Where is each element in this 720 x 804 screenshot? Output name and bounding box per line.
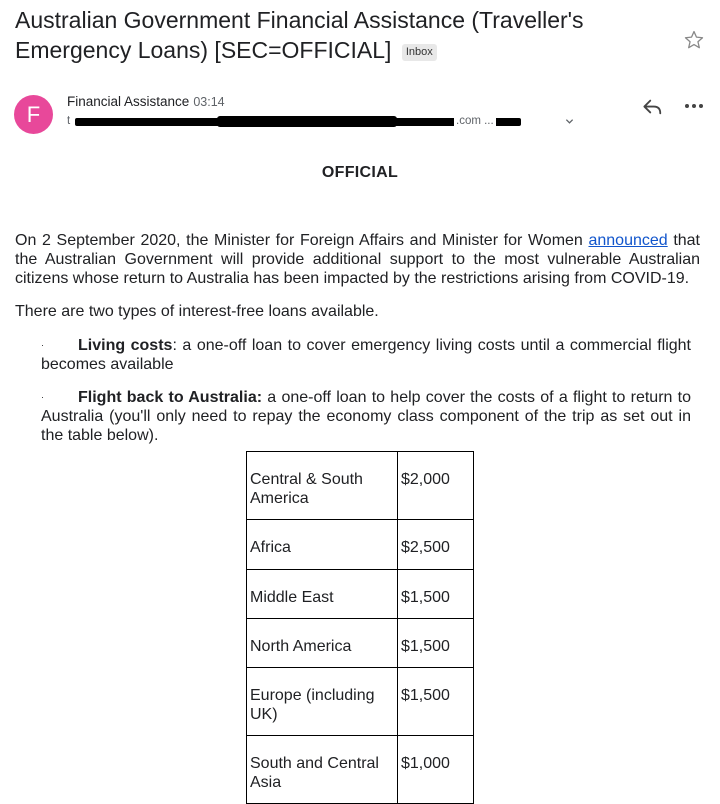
bullet-living-costs-text: : a one-off loan to cover emergency living costs until a commercial flight becomes available (41, 337, 692, 373)
recipients-line[interactable] (67, 115, 507, 131)
chevron-down-icon[interactable] (565, 117, 574, 126)
email-subject (15, 5, 655, 65)
table-row (247, 736, 474, 804)
recipients-prefix: t (67, 115, 71, 127)
para1-text-a: On 2 September 2020, the Minister for Foreign Affairs and Minister for Women (15, 232, 589, 249)
star-icon[interactable] (683, 29, 705, 51)
bullet-flight-back-text: a one-off loan to help cover the costs of a flight to return to Australia (you'll only need to repay the economy class component of the trip as set out in the table below). (41, 389, 692, 444)
table-row (247, 452, 474, 520)
classification-heading: OFFICIAL (321, 164, 399, 181)
announced-link[interactable]: announced (588, 232, 668, 249)
message-time: 03:14 (193, 95, 225, 109)
reply-icon[interactable] (642, 97, 664, 117)
bullet-living-costs (41, 336, 691, 374)
subject-text: Australian Government Financial Assistance (Traveller's Emergency Loans) [SEC=OFFICIAL] (15, 7, 584, 63)
table-cell-region: Middle East (247, 570, 398, 619)
table-cell-region: Europe (including UK) (247, 668, 398, 736)
table-row (247, 520, 474, 570)
table-row (247, 570, 474, 619)
table-cell-amount: $1,500 (398, 570, 474, 619)
table-cell-region: South and Central Asia (247, 736, 398, 804)
bullet-marker: · (41, 340, 44, 350)
more-options-icon[interactable] (684, 98, 704, 114)
table-cell-amount: $1,500 (398, 619, 474, 668)
table-cell-amount: $2,500 (398, 520, 474, 570)
table-cell-amount: $1,000 (398, 736, 474, 804)
bullet-living-costs-title: Living costs (78, 337, 173, 354)
table-cell-amount: $2,000 (398, 452, 474, 520)
para1-text-b: that the Australian Government will provide additional support to the most vulnerable Australian citizens whose return to Australia has been impacted by the restrictions arising from COVID-19. (15, 232, 701, 287)
inbox-label[interactable]: Inbox (402, 44, 437, 61)
bullet-flight-back-title: Flight back to Australia: (78, 389, 263, 406)
table-row (247, 668, 474, 736)
bullet-marker: · (41, 392, 44, 402)
table-cell-region: Central & South America (247, 452, 398, 520)
sender-name[interactable]: Financial Assistance (67, 94, 190, 109)
sender-avatar[interactable]: F (14, 95, 53, 134)
table-row (247, 619, 474, 668)
paragraph-loan-types: There are two types of interest-free loans available. (15, 303, 379, 320)
table-cell-amount: $1,500 (398, 668, 474, 736)
table-cell-region: Africa (247, 520, 398, 570)
recipients-domain: .com ... (456, 115, 494, 127)
sender-line (67, 94, 225, 109)
bullet-flight-back (41, 388, 691, 445)
table-cell-region: North America (247, 619, 398, 668)
loan-amounts-table (246, 451, 474, 804)
redaction-bar-thick (217, 116, 397, 127)
paragraph-announcement (15, 231, 700, 288)
